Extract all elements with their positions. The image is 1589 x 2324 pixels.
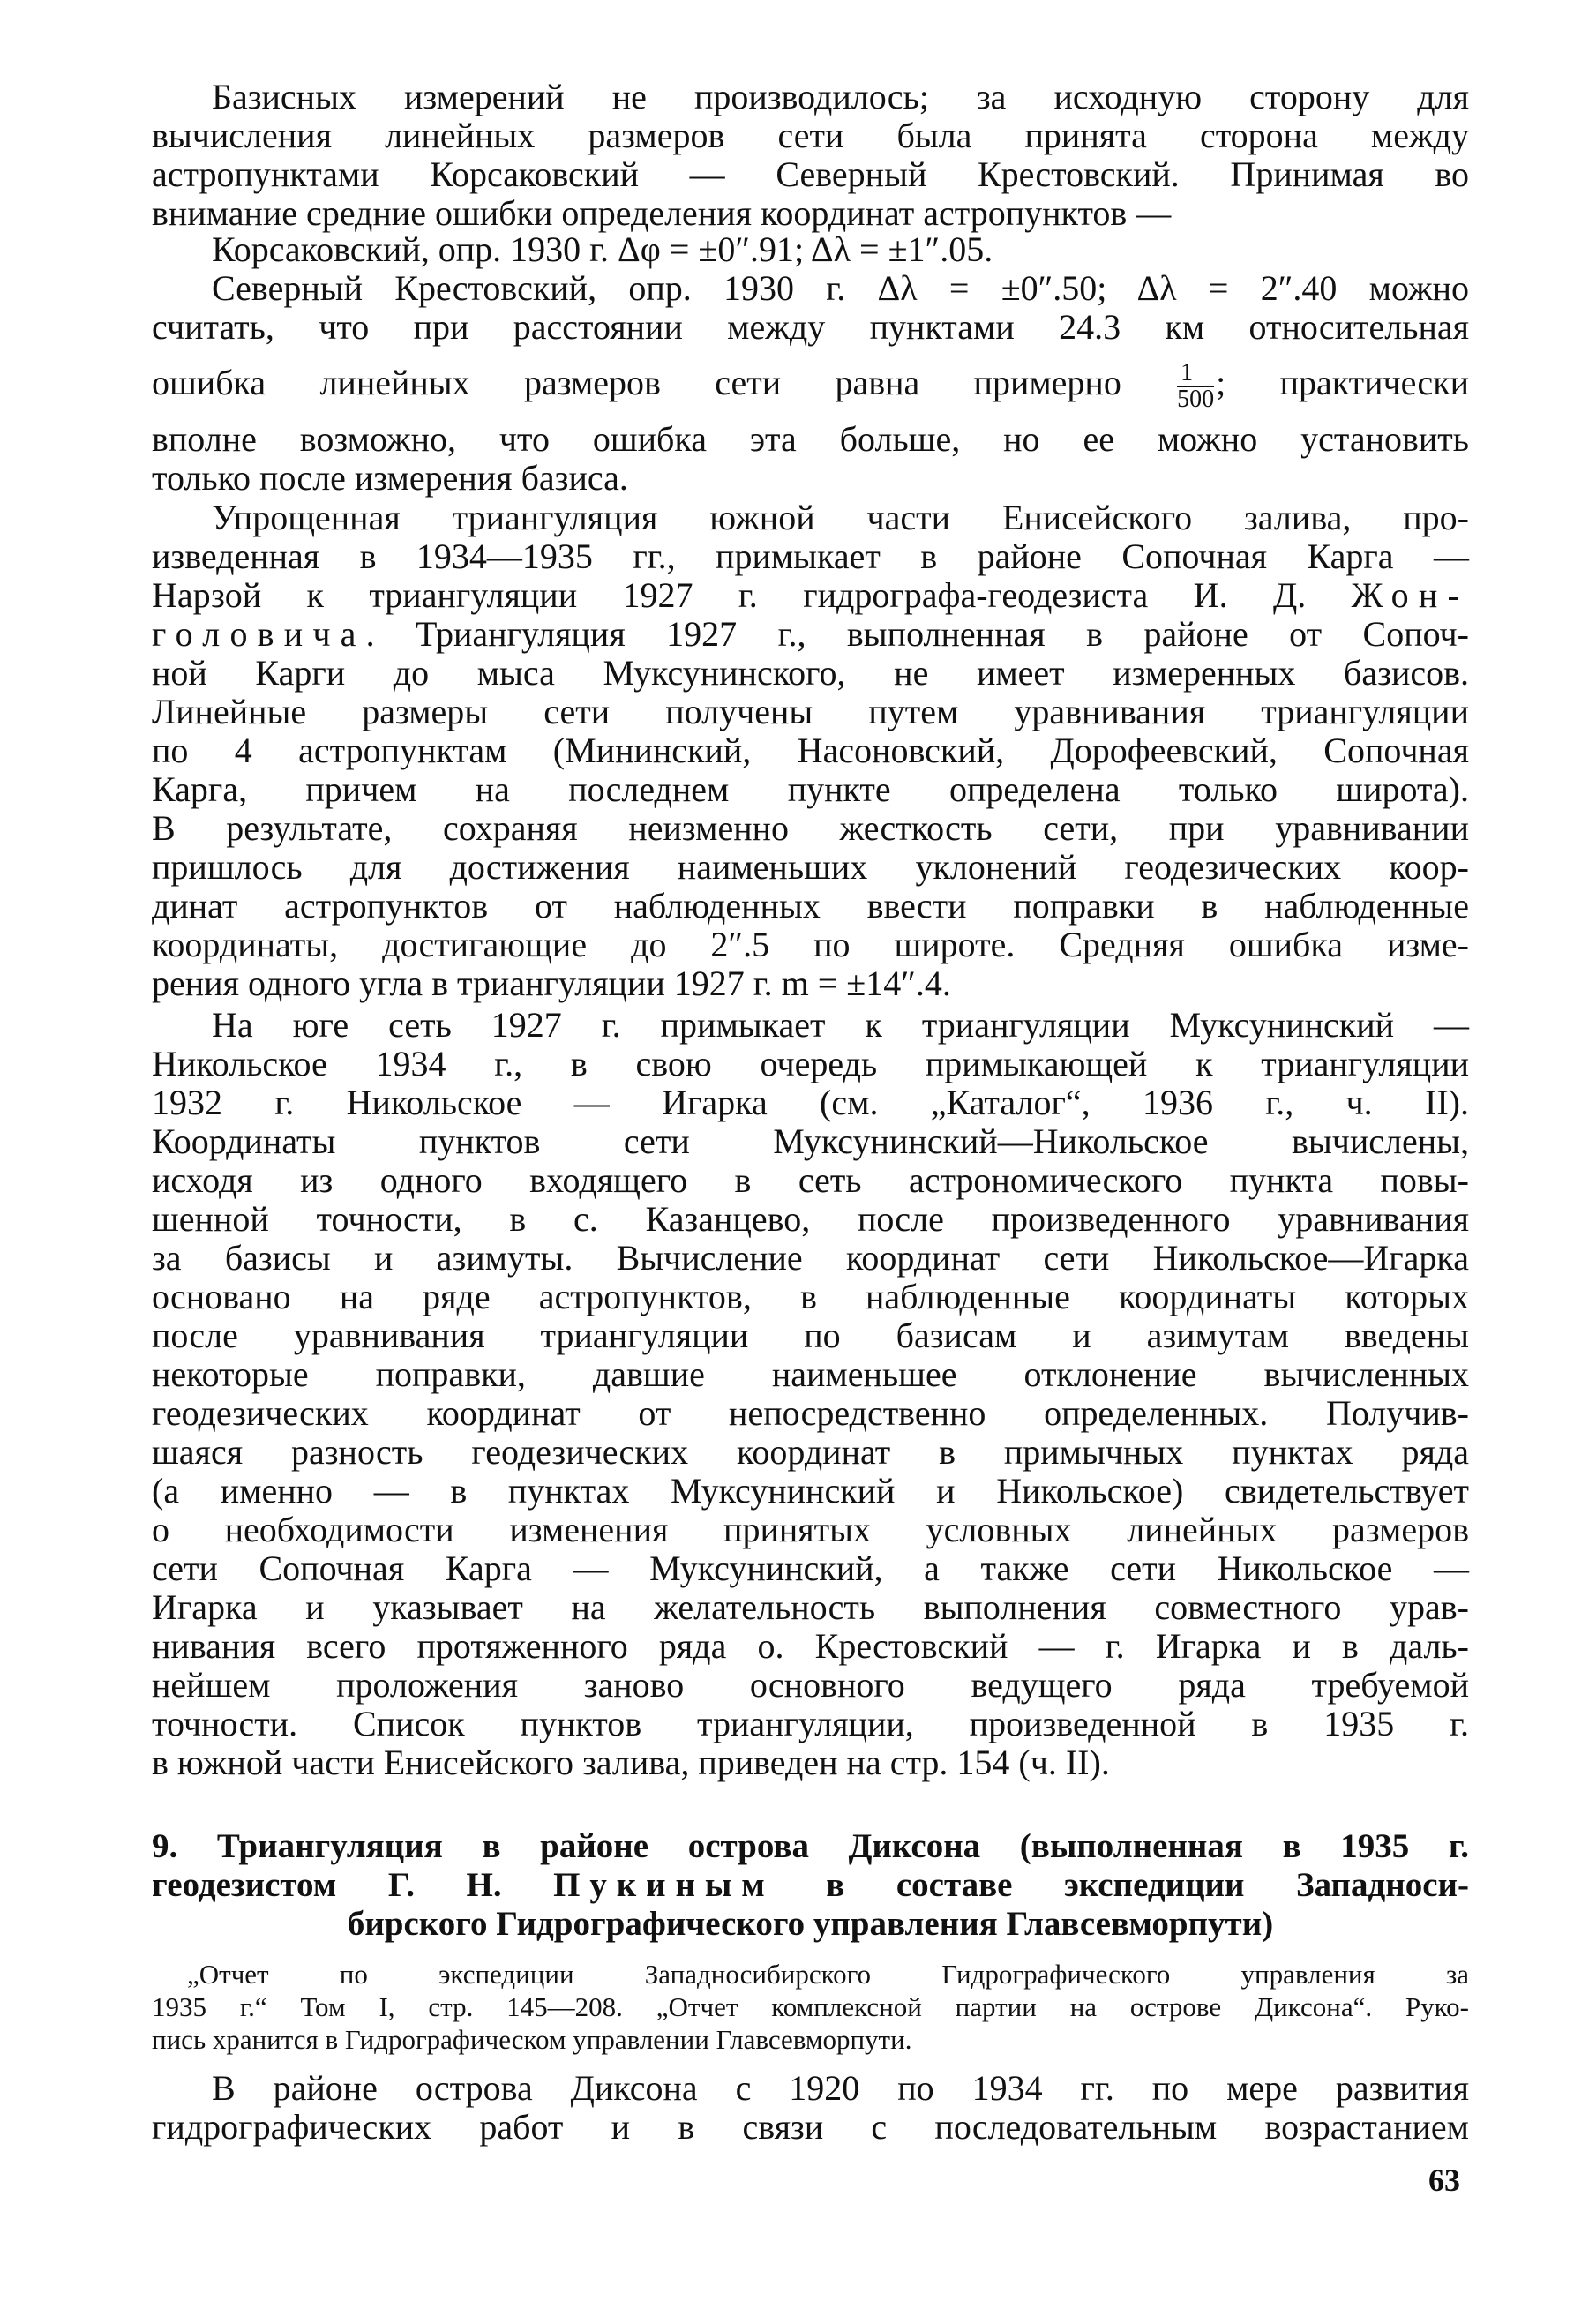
text-line [152, 576, 1469, 615]
text-line: внимание средние ошибки определения координат астропунктов — [152, 193, 1172, 233]
text: Нарзой к триангуляции 1927 г. гидрографа-геодезиста И. Д. [152, 575, 1352, 615]
fraction-denominator: 500 [1177, 386, 1215, 413]
text-line: исходя из одного входящего в сеть астрономического пункта повы- [152, 1160, 1469, 1200]
fraction-numerator: 1 [1177, 361, 1214, 387]
text-line: Линейные размеры сети получены путем уравнивания триангуляции [152, 692, 1469, 731]
text-line [152, 359, 1470, 413]
text-line: На юге сеть 1927 г. примыкает к триангуляции Муксунинский — [212, 1005, 1469, 1045]
text-line: в южной части Енисейского залива, приведен на стр. 154 (ч. II). [152, 1743, 1110, 1782]
paragraph [152, 230, 1469, 269]
text-line: геодезических координат от непосредственно определенных. Получив- [152, 1393, 1469, 1433]
text-line: вычисления линейных размеров сети была принята сторона между [152, 116, 1469, 155]
text-line: „Отчет по экспедиции Западносибирского Гидрографического управления за [187, 1959, 1469, 1990]
text-line: некоторые поправки, давшие наименьшее отклонение вычисленных [152, 1354, 1469, 1394]
text-line: пришлось для достижения наименьших уклонений геодезических коор- [152, 847, 1469, 887]
paragraph [152, 2069, 1469, 2147]
text-line: (а именно — в пунктах Муксунинский и Никольское) свидетельствует [152, 1471, 1469, 1511]
footnote [152, 1958, 1469, 2056]
text: . Триангуляция 1927 г., выполненная в районе от Сопоч- [365, 614, 1469, 654]
text-line: В результате, сохраняя неизменно жесткость сети, при уравнивании [152, 808, 1469, 848]
text-line: шаяся разность геодезических координат в примычных пунктах ряда [152, 1432, 1469, 1472]
text-line: ной Карги до мыса Муксунинского, не имеет измеренных базисов. [152, 653, 1469, 693]
text-line: Северный Крестовский, опр. 1930 г. Δλ = ±0″.50; Δλ = 2″.40 можно [212, 268, 1469, 308]
text-line: нейшем проложения заново основного ведущего ряда требуемой [152, 1665, 1469, 1705]
paragraph [152, 78, 1469, 233]
text-line: гидрографических работ и в связи с последовательным возрастанием [152, 2107, 1469, 2147]
text-line: вполне возможно, что ошибка эта больше, но ее можно установить [152, 419, 1469, 459]
spaced-name: Пукиным [553, 1866, 775, 1904]
text-line: динат астропунктов от наблюденных ввести поправки в наблюденные [152, 886, 1469, 926]
text-line: 1935 г.“ Том I, стр. 145—208. „Отчет комплексной партии на острове Диксона“. Руко- [152, 1991, 1469, 2022]
text: ; практически [1216, 363, 1470, 403]
text-line: только после измерения базиса. [152, 458, 628, 498]
text-line: основано на ряде астропунктов, в наблюденные координаты которых [152, 1277, 1469, 1316]
text-line [152, 1866, 1469, 1905]
paragraph [152, 1006, 1469, 1782]
spaced-name: Жон- [1351, 575, 1469, 615]
text-line: Никольское 1934 г., в свою очередь примыкающей к триангуляции [152, 1044, 1469, 1083]
text-line: астропунктами Корсаковский — Северный Крестовский. Принимая во [152, 154, 1469, 194]
text-line: Игарка и указывает на желательность выполнения совместного урав- [152, 1587, 1469, 1627]
text-line: Корсаковский, опр. 1930 г. Δφ = ±0″.91; Δλ = ±1″.05. [212, 229, 993, 269]
text-line: В районе острова Диксона с 1920 по 1934 гг. по мере развития [212, 2068, 1469, 2108]
text: ошибка линейных размеров сети равна примерно [152, 363, 1121, 403]
spaced-name: головича [152, 614, 366, 654]
page-number: 63 [1428, 2163, 1460, 2198]
section-heading [152, 1827, 1469, 1944]
text-line: после уравнивания триангуляции по базисам и азимутам введены [152, 1316, 1469, 1355]
text-line: бирского Гидрографического управления Главсевморпути) [347, 1905, 1274, 1943]
text-line: точности. Список пунктов триангуляции, произведенной в 1935 г. [152, 1704, 1469, 1743]
fraction [1177, 361, 1214, 412]
text-line: Карга, причем на последнем пункте определена только широта). [152, 769, 1469, 809]
text-line: сети Сопочная Карга — Муксунинский, а также сети Никольское — [152, 1548, 1469, 1588]
text: геодезистом Г. Н. [152, 1866, 554, 1904]
text-line: нивания всего протяженного ряда о. Крестовский — г. Игарка и в даль- [152, 1626, 1469, 1666]
text: в составе экспедиции Западноси- [774, 1866, 1469, 1904]
text-line: шенной точности, в с. Казанцево, после произведенного уравнивания [152, 1199, 1469, 1239]
text-line [152, 615, 1469, 654]
text-line: о необходимости изменения принятых условных линейных размеров [152, 1510, 1469, 1549]
text-line: Базисных измерений не производилось; за исходную сторону для [212, 77, 1469, 116]
text-line: за базисы и азимуты. Вычисление координат сети Никольское—Игарка [152, 1238, 1469, 1278]
paragraph [152, 499, 1469, 1003]
text-line: Координаты пунктов сети Муксунинский—Никольское вычислены, [152, 1121, 1469, 1161]
text-line: по 4 астропунктам (Мининский, Насоновский, Дорофеевский, Сопочная [152, 731, 1469, 770]
text-line: 1932 г. Никольское — Игарка (см. „Каталог“, 1936 г., ч. II). [152, 1083, 1469, 1122]
text-line: пись хранится в Гидрографическом управлении Главсевморпути. [152, 2024, 912, 2055]
text-line: 9. Триангуляция в районе острова Диксона (выполненная в 1935 г. [152, 1827, 1469, 1865]
text-line: координаты, достигающие до 2″.5 по широте. Средняя ошибка изме- [152, 925, 1469, 964]
text-line: изведенная в 1934—1935 гг., примыкает в районе Сопочная Карга — [152, 536, 1469, 576]
text-line: Упрощенная триангуляция южной части Енисейского залива, про- [212, 498, 1469, 537]
paragraph [152, 269, 1469, 498]
text-line: рения одного угла в триангуляции 1927 г. m = ±14″.4. [152, 963, 951, 1003]
text-line: считать, что при расстоянии между пунктами 24.3 км относительная [152, 307, 1469, 347]
